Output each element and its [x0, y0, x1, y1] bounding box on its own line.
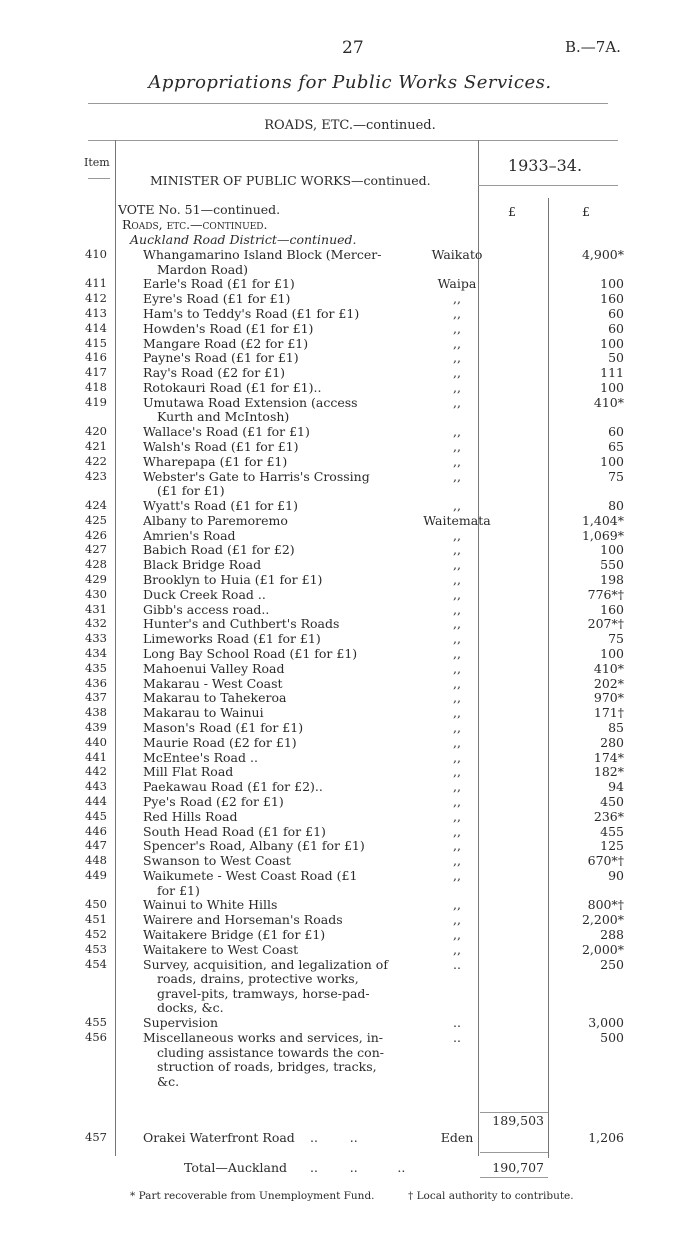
item-number: 452 [85, 927, 107, 941]
table-row [80, 439, 624, 454]
local-body: ,, [453, 734, 461, 750]
table-row [80, 646, 624, 661]
local-body: ,, [453, 631, 461, 647]
amount: 970* [593, 690, 624, 706]
item-number: 447 [85, 838, 107, 853]
local-body: ,, [453, 394, 461, 410]
currency-symbol: £ [582, 204, 590, 219]
amount: 182* [593, 764, 624, 780]
local-body: ,, [453, 808, 461, 824]
item-number: 436 [85, 675, 107, 690]
section-subheading: ROADS, ETC.—continued. [264, 118, 436, 133]
local-body: ,, [453, 453, 461, 469]
amount: 75 [608, 468, 624, 484]
local-body: .. [453, 1030, 461, 1045]
item-description: Wainui to White Hills [143, 897, 278, 913]
item-description: Long Bay School Road (£1 for £1) [143, 646, 358, 661]
table-row [80, 912, 624, 928]
item-number: 432 [85, 616, 107, 631]
table-row [80, 690, 624, 706]
item-number: 433 [85, 631, 107, 646]
item-number: 422 [85, 453, 107, 468]
local-body: ,, [453, 646, 461, 661]
amount: 670*† [587, 853, 624, 869]
table-row [80, 660, 624, 676]
total-label: Total—Auckland [184, 1160, 288, 1175]
local-body: ,, [453, 927, 461, 942]
year-header-rule [478, 185, 618, 186]
amount: 100 [600, 380, 624, 395]
item-number: 415 [85, 335, 107, 350]
amount: 288 [600, 927, 624, 942]
item-description: Black Bridge Road [143, 557, 262, 573]
table-row [80, 350, 624, 366]
item-description-continued: docks, &c. [157, 1000, 224, 1016]
item-number: 444 [85, 794, 107, 808]
item-number: 439 [85, 720, 107, 734]
item-number: 430 [85, 586, 107, 601]
amount: 75 [608, 631, 624, 647]
footnote-dagger: † Local authority to contribute. [408, 1190, 574, 1202]
local-body: ,, [453, 572, 461, 587]
table-row [80, 365, 624, 381]
local-body: ,, [453, 823, 461, 839]
item-description: Survey, acquisition, and legalization of [143, 956, 388, 972]
table-row [80, 247, 624, 277]
local-body: ,, [453, 498, 461, 513]
table-row [80, 468, 624, 499]
table-row [80, 276, 624, 292]
local-body: ,, [453, 601, 461, 617]
amount: 4,900* [581, 247, 624, 262]
item-description-continued: struction of roads, bridges, tracks, [157, 1059, 377, 1075]
item-number: 425 [85, 512, 107, 527]
table-row [80, 720, 624, 735]
item-description: Rotokauri Road (£1 for £1).. [143, 380, 322, 395]
item-description: Ray's Road (£2 for £1) [143, 365, 286, 381]
item-description: Supervision [143, 1015, 219, 1031]
table-row [80, 853, 624, 869]
item-description: Mahoenui Valley Road [143, 660, 285, 676]
local-body: ,, [453, 794, 461, 809]
local-body: ,, [453, 912, 461, 928]
local-body: ,, [453, 853, 461, 869]
item-description: Duck Creek Road .. [143, 586, 266, 602]
item-description-continued: Kurth and McIntosh) [157, 409, 290, 425]
table-row [80, 631, 624, 647]
amount: 100 [600, 542, 624, 558]
item-description: Wairere and Horseman's Roads [143, 912, 343, 928]
local-body: ,, [453, 468, 461, 484]
local-body: ,, [453, 439, 461, 454]
local-body: Eden [440, 1130, 474, 1145]
local-body: ,, [453, 365, 461, 381]
item-number: 440 [85, 734, 107, 749]
local-body: .. [453, 956, 461, 972]
amount: 3,000 [588, 1015, 624, 1031]
item-number: 423 [85, 468, 107, 483]
table-row [80, 838, 624, 854]
amount: 65 [608, 439, 624, 454]
local-body: ,, [453, 838, 461, 854]
item-number: 442 [85, 764, 107, 779]
item-number: 417 [85, 365, 107, 380]
item-description: Waitakere Bridge (£1 for £1) [143, 927, 326, 942]
currency-symbol: £ [508, 204, 516, 219]
local-body: ,, [453, 764, 461, 780]
amount: 2,000* [581, 941, 624, 957]
amount: 94 [608, 779, 624, 795]
item-description: Maurie Road (£2 for £1) [143, 734, 297, 750]
amount: 236* [593, 808, 624, 824]
local-body: ,, [453, 616, 461, 632]
item-description-continued: (£1 for £1) [157, 483, 225, 499]
item-description: Waitakere to West Coast [143, 941, 299, 957]
table-row [80, 941, 624, 957]
total-top-rule [480, 1152, 548, 1153]
amount: 250 [600, 956, 624, 972]
item-description: Spencer's Road, Albany (£1 for £1) [143, 838, 365, 854]
local-body: ,, [453, 335, 461, 351]
page-title: Appropriations for Public Works Services. [148, 72, 552, 93]
local-body: ,, [453, 897, 461, 913]
item-description: Wharepapa (£1 for £1) [143, 453, 288, 469]
document-reference: B.—7A. [565, 38, 621, 56]
leader-dots: .. .. .. [310, 1160, 406, 1175]
subtotal-value: 189,503 [492, 1113, 544, 1128]
table-row [80, 823, 624, 839]
item-description: Makarau to Tahekeroa [143, 690, 287, 706]
amount: 125 [600, 838, 624, 854]
section-heading: Roads, etc.—continued. [122, 217, 268, 232]
local-body: .. [453, 1015, 461, 1031]
item-description: Howden's Road (£1 for £1) [143, 320, 314, 336]
year-column-header: 1933–34. [507, 156, 583, 175]
item-number: 455 [85, 1015, 107, 1030]
leader-dots: .. .. [310, 1130, 358, 1145]
item-number: 450 [85, 897, 107, 912]
local-body: ,, [453, 380, 461, 395]
item-description: Pye's Road (£2 for £1) [143, 794, 284, 809]
table-row [80, 927, 624, 942]
table-row [80, 335, 624, 351]
amount: 776*† [587, 586, 624, 602]
item-description-continued: gravel-pits, tramways, horse-pad- [157, 985, 370, 1001]
item-description: Limeworks Road (£1 for £1) [143, 631, 321, 647]
amount: 85 [608, 720, 624, 735]
local-body: Waipa [437, 276, 477, 292]
amount: 100 [600, 453, 624, 469]
local-body: ,, [453, 660, 461, 676]
table-row [80, 779, 624, 795]
item-description: Gibb's access road.. [143, 601, 270, 617]
item-number: 443 [85, 779, 107, 794]
item-description-continued: for £1) [157, 882, 200, 898]
table-row [80, 601, 624, 617]
item-description: South Head Road (£1 for £1) [143, 823, 326, 839]
item-number: 419 [85, 394, 107, 409]
item-number: 431 [85, 601, 107, 616]
table-row [80, 320, 624, 336]
item-description-continued: Mardon Road) [157, 261, 249, 277]
item-description: Swanson to West Coast [143, 853, 291, 869]
item-description: Ham's to Teddy's Road (£1 for £1) [143, 306, 360, 321]
item-number: 449 [85, 868, 107, 882]
local-body: ,, [453, 586, 461, 602]
item-description: Albany to Paremoremo [143, 512, 288, 528]
table-row [80, 868, 624, 898]
amount: 550 [600, 557, 624, 573]
amount: 1,069* [581, 527, 624, 543]
table-row [80, 734, 624, 750]
amount: 280 [600, 734, 624, 750]
local-body: ,, [453, 749, 461, 765]
item-number: 451 [85, 912, 107, 927]
amount: 455 [600, 823, 624, 839]
item-number: 446 [85, 823, 107, 838]
table-row [80, 794, 624, 809]
item-number: 427 [85, 542, 107, 557]
amount: 60 [608, 424, 624, 440]
item-description: Miscellaneous works and services, in- [143, 1030, 383, 1045]
item-number: 414 [85, 320, 107, 335]
table-row [80, 1015, 624, 1031]
local-body: ,, [453, 542, 461, 558]
item-description-continued: cluding assistance towards the con- [157, 1044, 384, 1060]
item-description: Orakei Waterfront Road [143, 1130, 295, 1145]
item-number: 420 [85, 424, 107, 439]
total-value: 190,707 [492, 1160, 544, 1175]
table-row [80, 557, 624, 573]
amount: 60 [608, 306, 624, 321]
title-rule [88, 103, 608, 104]
table-row [80, 542, 624, 558]
item-description: Earle's Road (£1 for £1) [143, 276, 295, 292]
amount: 50 [608, 350, 624, 366]
item-column-header: Item [84, 156, 110, 169]
table-row [80, 498, 624, 513]
amount: 160 [600, 291, 624, 307]
amount: 100 [600, 276, 624, 292]
table-row [80, 764, 624, 780]
item-number: 435 [85, 660, 107, 675]
footnote-star: * Part recoverable from Unemployment Fund. [130, 1190, 375, 1202]
amount: 202* [593, 675, 624, 691]
item-description: Hunter's and Cuthbert's Roads [143, 616, 340, 632]
amount: 174* [593, 749, 624, 765]
amount: 800*† [587, 897, 624, 913]
local-body: ,, [453, 690, 461, 706]
item-number: 454 [85, 956, 107, 971]
table-row [80, 1030, 624, 1089]
amount: 100 [600, 335, 624, 351]
item-description: Umutawa Road Extension (access [143, 394, 358, 410]
item-description-continued: &c. [157, 1073, 180, 1089]
item-number: 457 [85, 1130, 107, 1144]
item-description: Mason's Road (£1 for £1) [143, 720, 304, 735]
table-row [80, 527, 624, 543]
item-description: Wallace's Road (£1 for £1) [143, 424, 310, 440]
table-row [80, 749, 624, 765]
item-number: 421 [85, 439, 107, 453]
table-row [80, 675, 624, 691]
item-header-rule [88, 178, 110, 179]
item-number: 445 [85, 808, 107, 823]
item-description: Babich Road (£1 for £2) [143, 542, 295, 558]
amount: 100 [600, 646, 624, 661]
vote-heading: VOTE No. 51—continued. [118, 202, 281, 217]
item-number: 453 [85, 941, 107, 956]
item-description: Mangare Road (£2 for £1) [143, 335, 309, 351]
amount: 90 [608, 868, 624, 883]
local-body: ,, [453, 779, 461, 795]
amount: 410* [593, 660, 624, 676]
item-number: 418 [85, 380, 107, 394]
item-number: 424 [85, 498, 107, 512]
item-number: 412 [85, 291, 107, 306]
item-description: Makarau to Wainui [143, 705, 264, 721]
local-body: ,, [453, 675, 461, 691]
item-number: 456 [85, 1030, 107, 1044]
item-number: 410 [85, 247, 107, 261]
amount: 111 [600, 365, 624, 381]
amount: 198 [600, 572, 624, 587]
table-row [80, 512, 624, 528]
local-body: Waikato [431, 247, 483, 262]
table-row [80, 424, 624, 440]
table-row [80, 586, 624, 602]
item-number: 441 [85, 749, 107, 764]
item-number: 413 [85, 306, 107, 320]
item-description: Wyatt's Road (£1 for £1) [143, 498, 298, 513]
item-description: Waikumete - West Coast Road (£1 [143, 868, 358, 883]
item-description: Mill Flat Road [143, 764, 234, 780]
table-row [80, 394, 624, 425]
item-number: 416 [85, 350, 107, 365]
local-body: ,, [453, 557, 461, 573]
table-row [80, 616, 624, 632]
local-body: ,, [453, 941, 461, 957]
item-description: Whangamarino Island Block (Mercer- [143, 247, 382, 262]
local-body: ,, [453, 705, 461, 721]
table-top-rule [88, 140, 618, 141]
table-row [80, 572, 624, 587]
amount: 500 [600, 1030, 624, 1045]
item-number: 428 [85, 557, 107, 572]
table-row [80, 1130, 624, 1145]
table-row [80, 380, 624, 395]
item-description: McEntee's Road .. [143, 749, 258, 765]
item-description: Amrien's Road [143, 527, 236, 543]
table-row [80, 291, 624, 307]
table-row [80, 808, 624, 824]
item-description: Red Hills Road [143, 808, 238, 824]
local-body: ,, [453, 350, 461, 366]
item-description: Makarau - West Coast [143, 675, 283, 691]
item-number: 448 [85, 853, 107, 868]
amount: 1,206 [588, 1130, 624, 1145]
total-bottom-rule [480, 1177, 548, 1178]
amount: 160 [600, 601, 624, 617]
local-body: ,, [453, 320, 461, 336]
minister-heading: MINISTER OF PUBLIC WORKS—continued. [150, 173, 431, 188]
amount: 80 [608, 498, 624, 513]
table-row [80, 705, 624, 721]
table-row [80, 956, 624, 1016]
item-number: 429 [85, 572, 107, 586]
district-heading: Auckland Road District—continued. [130, 232, 357, 247]
item-number: 434 [85, 646, 107, 660]
local-body: ,, [453, 424, 461, 440]
table-row [80, 453, 624, 469]
item-number: 426 [85, 527, 107, 542]
local-body: Waitemata [423, 512, 491, 528]
amount: 207*† [587, 616, 624, 632]
item-number: 411 [85, 276, 107, 291]
local-body: ,, [453, 527, 461, 543]
table-row [80, 306, 624, 321]
amount: 410* [593, 394, 624, 410]
item-description-continued: roads, drains, protective works, [157, 971, 359, 987]
item-description: Payne's Road (£1 for £1) [143, 350, 299, 366]
page-number: 27 [342, 38, 364, 58]
amount: 171† [593, 705, 624, 721]
amount: 450 [600, 794, 624, 809]
local-body: ,, [453, 306, 461, 321]
item-description: Walsh's Road (£1 for £1) [143, 439, 299, 454]
item-description: Paekawau Road (£1 for £2).. [143, 779, 323, 795]
amount: 1,404* [581, 512, 624, 528]
item-description: Webster's Gate to Harris's Crossing [143, 468, 370, 484]
amount: 60 [608, 320, 624, 336]
local-body: ,, [453, 868, 461, 883]
local-body: ,, [453, 291, 461, 307]
item-description: Brooklyn to Huia (£1 for £1) [143, 572, 323, 587]
item-description: Eyre's Road (£1 for £1) [143, 291, 291, 307]
item-number: 437 [85, 690, 107, 705]
table-row [80, 897, 624, 913]
amount: 2,200* [581, 912, 624, 928]
local-body: ,, [453, 720, 461, 735]
item-number: 438 [85, 705, 107, 720]
